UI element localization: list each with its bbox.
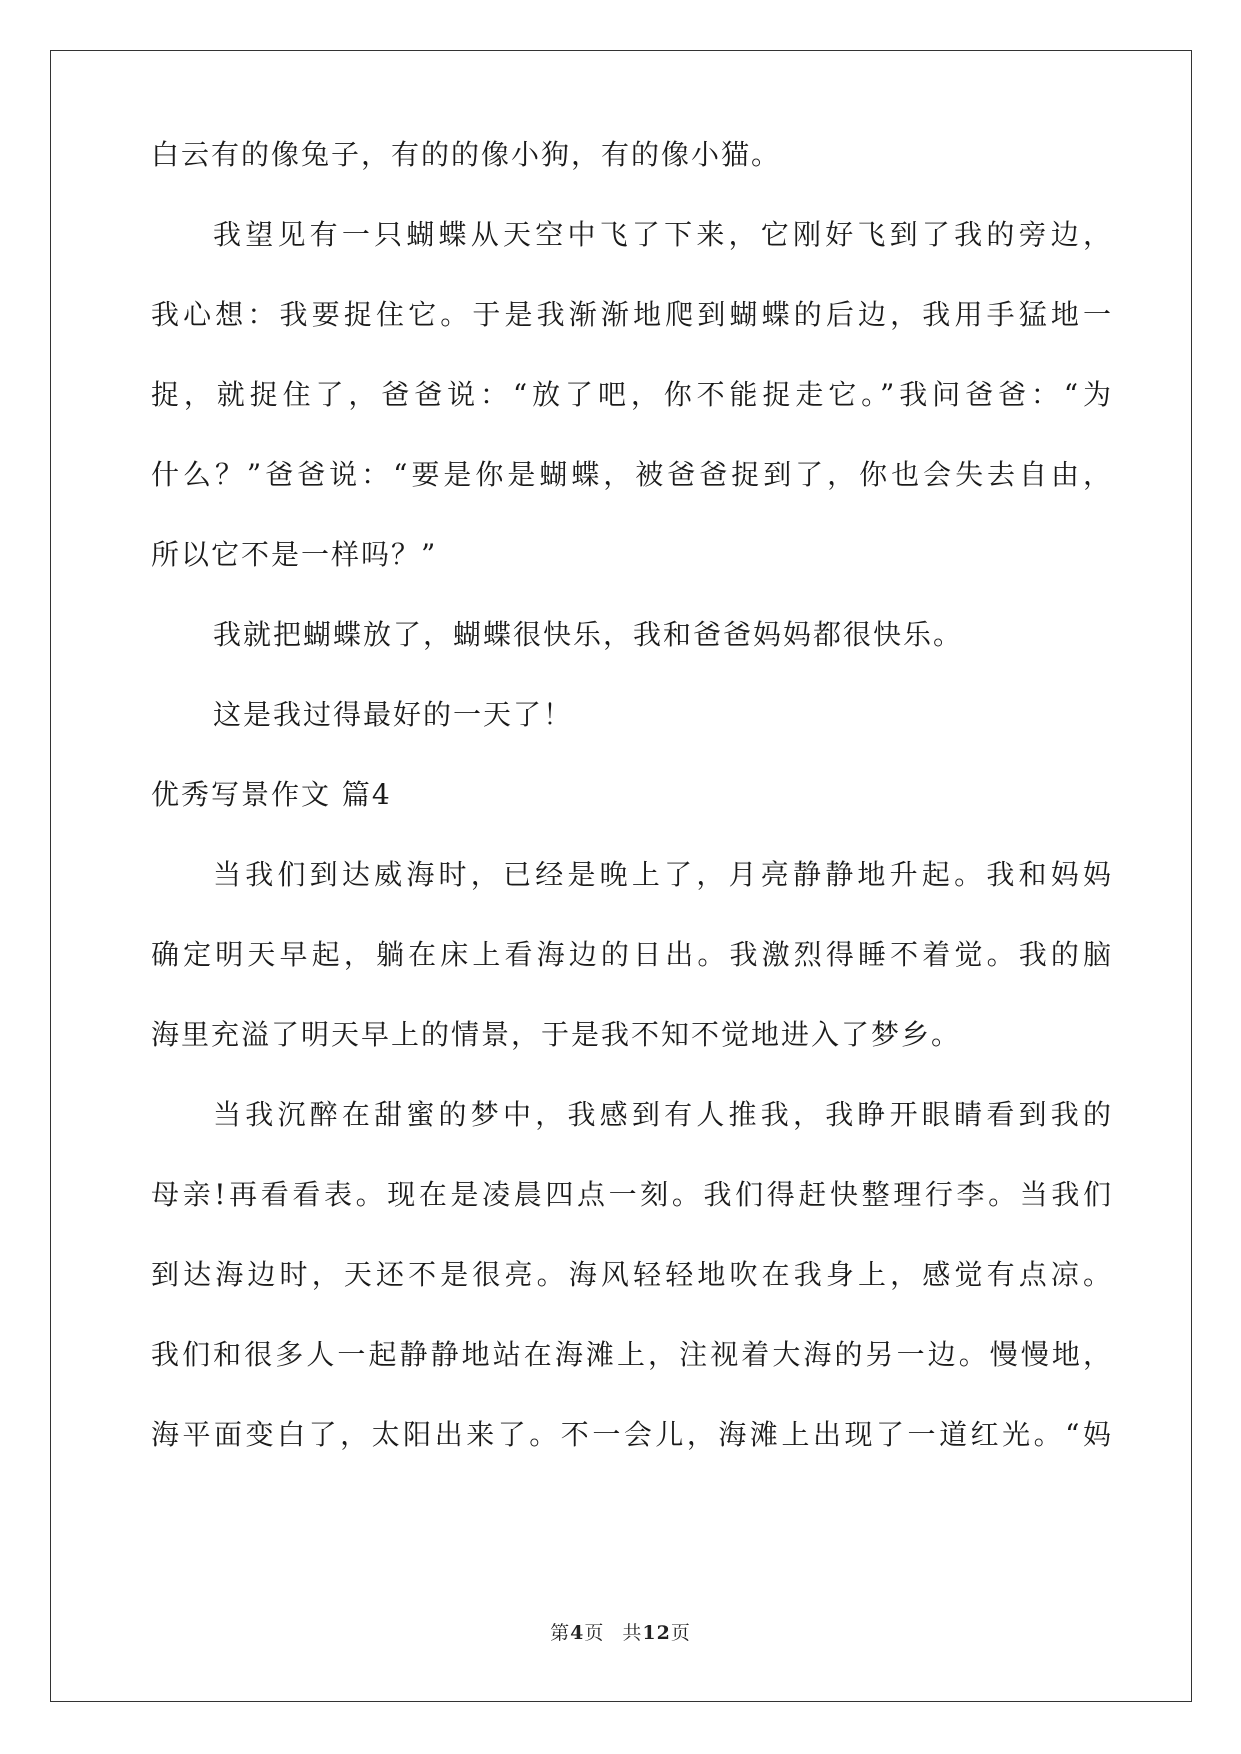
page-prefix: 第 [550,1622,571,1644]
text-line: 这是我过得最好的一天了！ [213,698,574,731]
page-current: 4 [570,1622,585,1644]
text-line: 捉，就捉住了，爸爸说：“放了吧，你不能捉走它。”我问爸爸：“为 [151,378,1111,411]
document-body [151,138,1111,1475]
text-line: 当我沉醉在甜蜜的梦中，我感到有人推我，我睁开眼睛看到我的 [213,1098,1111,1131]
text-line: 母亲!再看看表。现在是凌晨四点一刻。我们得赶快整理行李。当我们 [151,1178,1111,1211]
text-line: 到达海边时，天还不是很亮。海风轻轻地吹在我身上，感觉有点凉。 [151,1258,1111,1291]
text-line: 我望见有一只蝴蝶从天空中飞了下来，它刚好飞到了我的旁边， [213,218,1111,251]
text-line: 什么？”爸爸说：“要是你是蝴蝶，被爸爸捉到了，你也会失去自由， [151,458,1111,491]
text-line: 我们和很多人一起静静地站在海滩上，注视着大海的另一边。慢慢地， [151,1338,1111,1371]
text-line: 确定明天早起，躺在床上看海边的日出。我激烈得睡不着觉。我的脑 [151,938,1111,971]
text-line: 我心想：我要捉住它。于是我渐渐地爬到蝴蝶的后边，我用手猛地一 [151,298,1111,331]
page-total: 12 [642,1622,671,1644]
text-line: 所以它不是一样吗？” [151,538,438,571]
page-footer [0,1618,1241,1645]
text-line: 海平面变白了，太阳出来了。不一会儿，海滩上出现了一道红光。“妈 [151,1418,1111,1451]
total-suffix: 页 [670,1622,691,1644]
text-line: 我就把蝴蝶放了，蝴蝶很快乐，我和爸爸妈妈都很快乐。 [213,618,964,651]
total-prefix: 共 [622,1622,643,1644]
section-heading: 优秀写景作文 篇4 [151,778,392,811]
text-line: 当我们到达威海时，已经是晚上了，月亮静静地升起。我和妈妈 [213,858,1111,891]
text-line: 白云有的像兔子，有的的像小狗，有的像小猫。 [151,138,782,171]
text-line: 海里充溢了明天早上的情景，于是我不知不觉地进入了梦乡。 [151,1018,962,1051]
page-suffix: 页 [584,1622,605,1644]
